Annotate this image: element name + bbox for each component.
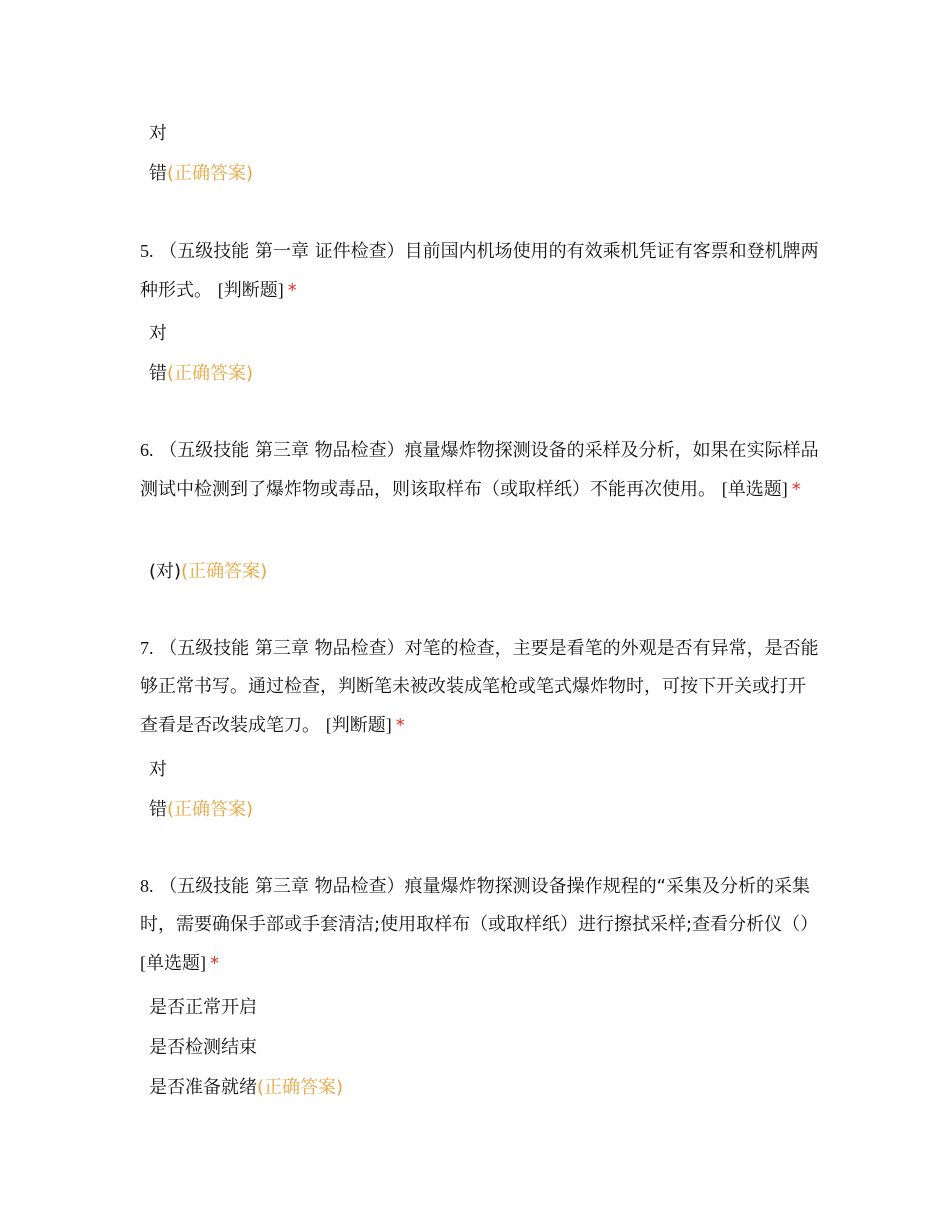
option-label: 是否准备就绪: [149, 1077, 257, 1098]
q7-option-1: [149, 758, 167, 782]
option-label: 对: [149, 323, 167, 344]
q4-option-2: [149, 162, 253, 186]
question-text: （五级技能 第一章 证件检查）目前国内机场使用的有效乘机凭证有客票和登机牌两种形式。: [140, 241, 819, 301]
question-7: [140, 629, 820, 745]
required-mark: *: [210, 953, 219, 974]
question-number: 7.: [140, 638, 154, 658]
q4-option-1: [149, 122, 167, 146]
option-label: (对): [149, 561, 182, 582]
correct-answer-marker: (正确答案): [167, 799, 254, 820]
correct-answer-marker: (正确答案): [167, 363, 254, 384]
required-mark: *: [791, 479, 801, 500]
option-label: 错: [149, 799, 167, 820]
q7-option-2: [149, 798, 253, 822]
option-label: 是否检测结束: [149, 1037, 257, 1058]
question-type: [单选题]: [721, 479, 788, 499]
question-number: 5.: [140, 241, 154, 261]
question-number: 8.: [140, 876, 154, 896]
required-mark: *: [287, 280, 297, 301]
option-label: 对: [149, 759, 167, 780]
correct-answer-marker: (正确答案): [181, 561, 268, 582]
question-text: （五级技能 第三章 物品检查）痕量爆炸物探测设备的采样及分析，如果在实际样品测试中检测到了爆炸物或毒品，则该取样布（或取样纸）不能再次使用。: [140, 440, 819, 500]
option-label: 错: [149, 163, 167, 184]
question-text: （五级技能 第三章 物品检查）痕量爆炸物探测设备操作规程的“采集及分析的采集时，需要确保手部或手套清洁;使用取样布（或取样纸）进行擦拭采样;查看分析仪（）: [140, 876, 819, 935]
question-type: [单选题]: [140, 953, 206, 973]
q5-option-1: [149, 322, 167, 346]
question-text: （五级技能 第三章 物品检查）对笔的检查，主要是看笔的外观是否有异常，是否能够正常书写。通过检查，判断笔未被改装成笔枪或笔式爆炸物时，可按下开关或打开查看是否改装成笔刀。: [140, 638, 819, 736]
question-6: [140, 431, 820, 509]
option-label: 对: [149, 123, 167, 144]
question-number: 6.: [140, 440, 154, 460]
q8-option-1: [149, 996, 257, 1020]
question-type: [判断题]: [325, 715, 392, 735]
option-label: 错: [149, 363, 167, 384]
q6-option-1: [149, 560, 267, 584]
q8-option-3: [149, 1076, 343, 1100]
question-type: [判断题]: [217, 280, 284, 300]
q8-option-2: [149, 1036, 257, 1060]
question-8: [140, 867, 820, 983]
correct-answer-marker: (正确答案): [167, 163, 254, 184]
correct-answer-marker: (正确答案): [257, 1077, 344, 1098]
option-label: 是否正常开启: [149, 997, 257, 1018]
q5-option-2: [149, 362, 253, 386]
required-mark: *: [395, 715, 405, 736]
question-5: [140, 232, 820, 310]
